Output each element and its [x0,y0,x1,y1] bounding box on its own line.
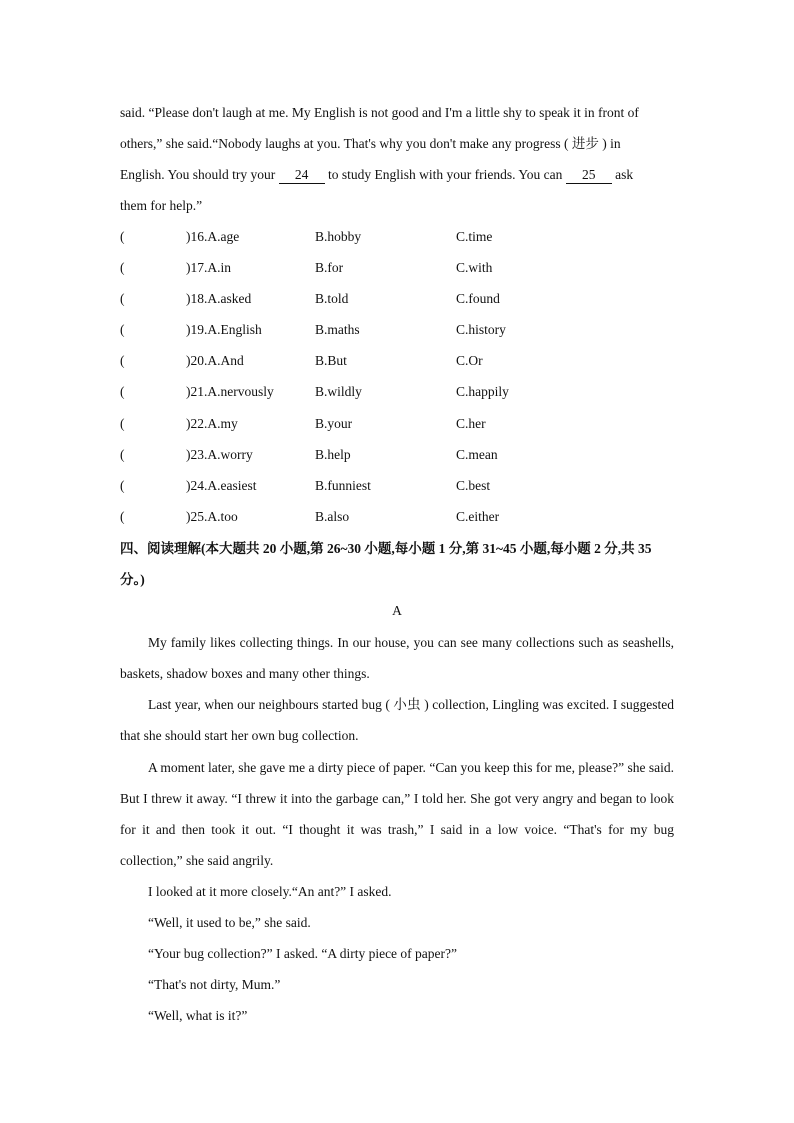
answer-paren: ( [120,478,125,493]
option-c: C.found [456,291,500,306]
option-b: B.your [315,416,353,431]
option-b: B.But [315,353,347,368]
option-b: B.help [315,447,351,462]
option-a: )16.A.age [186,229,240,244]
passage-line: said. “Please don't laugh at me. My English is not good and I'm a little shy to speak it in front of [120,105,639,120]
answer-paren: ( [120,353,125,368]
option-a: )21.A.nervously [186,384,274,399]
reading-paragraph: Last year, when our neighbours started bug ( 小虫 ) collection, Lingling was excited. I suggested that she should start her own bug collection. [120,697,674,743]
option-a: )17.A.in [186,260,231,275]
option-b: B.maths [315,322,360,337]
reading-paragraph: “That's not dirty, Mum.” [148,977,281,992]
option-c: C.history [456,322,506,337]
answer-paren: ( [120,291,125,306]
option-c: C.mean [456,447,498,462]
cloze-passage [120,97,674,221]
question-row [120,507,680,527]
option-a: )18.A.asked [186,291,252,306]
option-b: B.for [315,260,344,275]
option-a: )20.A.And [186,353,244,368]
question-row [120,227,680,247]
answer-paren: ( [120,509,125,524]
answer-paren: ( [120,447,125,462]
reading-paragraph: “Well, it used to be,” she said. [148,915,311,930]
section-heading: 四、阅读理解(本大题共 20 小题,第 26~30 小题,每小题 1 分,第 31~45 小题,每小题 2 分,共 35 分。) [120,541,652,587]
answer-paren: ( [120,229,125,244]
question-row [120,258,680,278]
option-a: )22.A.my [186,416,238,431]
option-b: B.hobby [315,229,362,244]
option-c: C.happily [456,384,509,399]
option-b: B.wildly [315,384,362,399]
passage-line: others,” she said.“Nobody laughs at you. That's why you don't make any progress ( 进步 ) in [120,136,621,151]
answer-paren: ( [120,322,125,337]
option-a: )25.A.too [186,509,238,524]
passage-line: them for help.” [120,198,203,213]
option-a: )23.A.worry [186,447,253,462]
question-row [120,382,680,402]
passage-line [120,159,674,190]
answer-paren: ( [120,260,125,275]
blank-25: 25 [566,167,612,184]
answer-paren: ( [120,384,125,399]
option-c: C.time [456,229,493,244]
option-b: B.also [315,509,350,524]
passage-text: ask [611,167,634,182]
option-a: )24.A.easiest [186,478,257,493]
blank-24: 24 [279,167,325,184]
question-row [120,445,680,465]
reading-paragraph: I looked at it more closely.“An ant?” I asked. [148,884,392,899]
question-row [120,414,680,434]
option-b: B.told [315,291,349,306]
passage-label: A [392,603,402,618]
question-row [120,289,680,309]
question-row [120,351,680,371]
option-c: C.with [456,260,493,275]
reading-paragraph: My family likes collecting things. In our house, you can see many collections such as seashells, baskets, shadow boxes and many other things. [120,635,674,681]
passage-text: to study English with your friends. You can [324,167,566,182]
reading-paragraph: “Well, what is it?” [148,1008,248,1023]
question-row [120,476,680,496]
option-a: )19.A.English [186,322,262,337]
option-c: C.either [456,509,500,524]
question-row [120,320,680,340]
option-c: C.best [456,478,491,493]
reading-paragraph: “Your bug collection?” I asked. “A dirty piece of paper?” [148,946,458,961]
reading-paragraph: A moment later, she gave me a dirty piece of paper. “Can you keep this for me, please?” she said. But I threw it away. “I threw it into the garbage can,” I told her. She got very angry and began to look for it and then took it out. “I thought it was trash,” I said in a low voice. “That's for my bug collection,” she said angrily. [120,760,674,868]
option-c: C.her [456,416,486,431]
passage-text: English. You should try your [120,167,279,182]
option-c: C.Or [456,353,483,368]
answer-paren: ( [120,416,125,431]
option-b: B.funniest [315,478,371,493]
